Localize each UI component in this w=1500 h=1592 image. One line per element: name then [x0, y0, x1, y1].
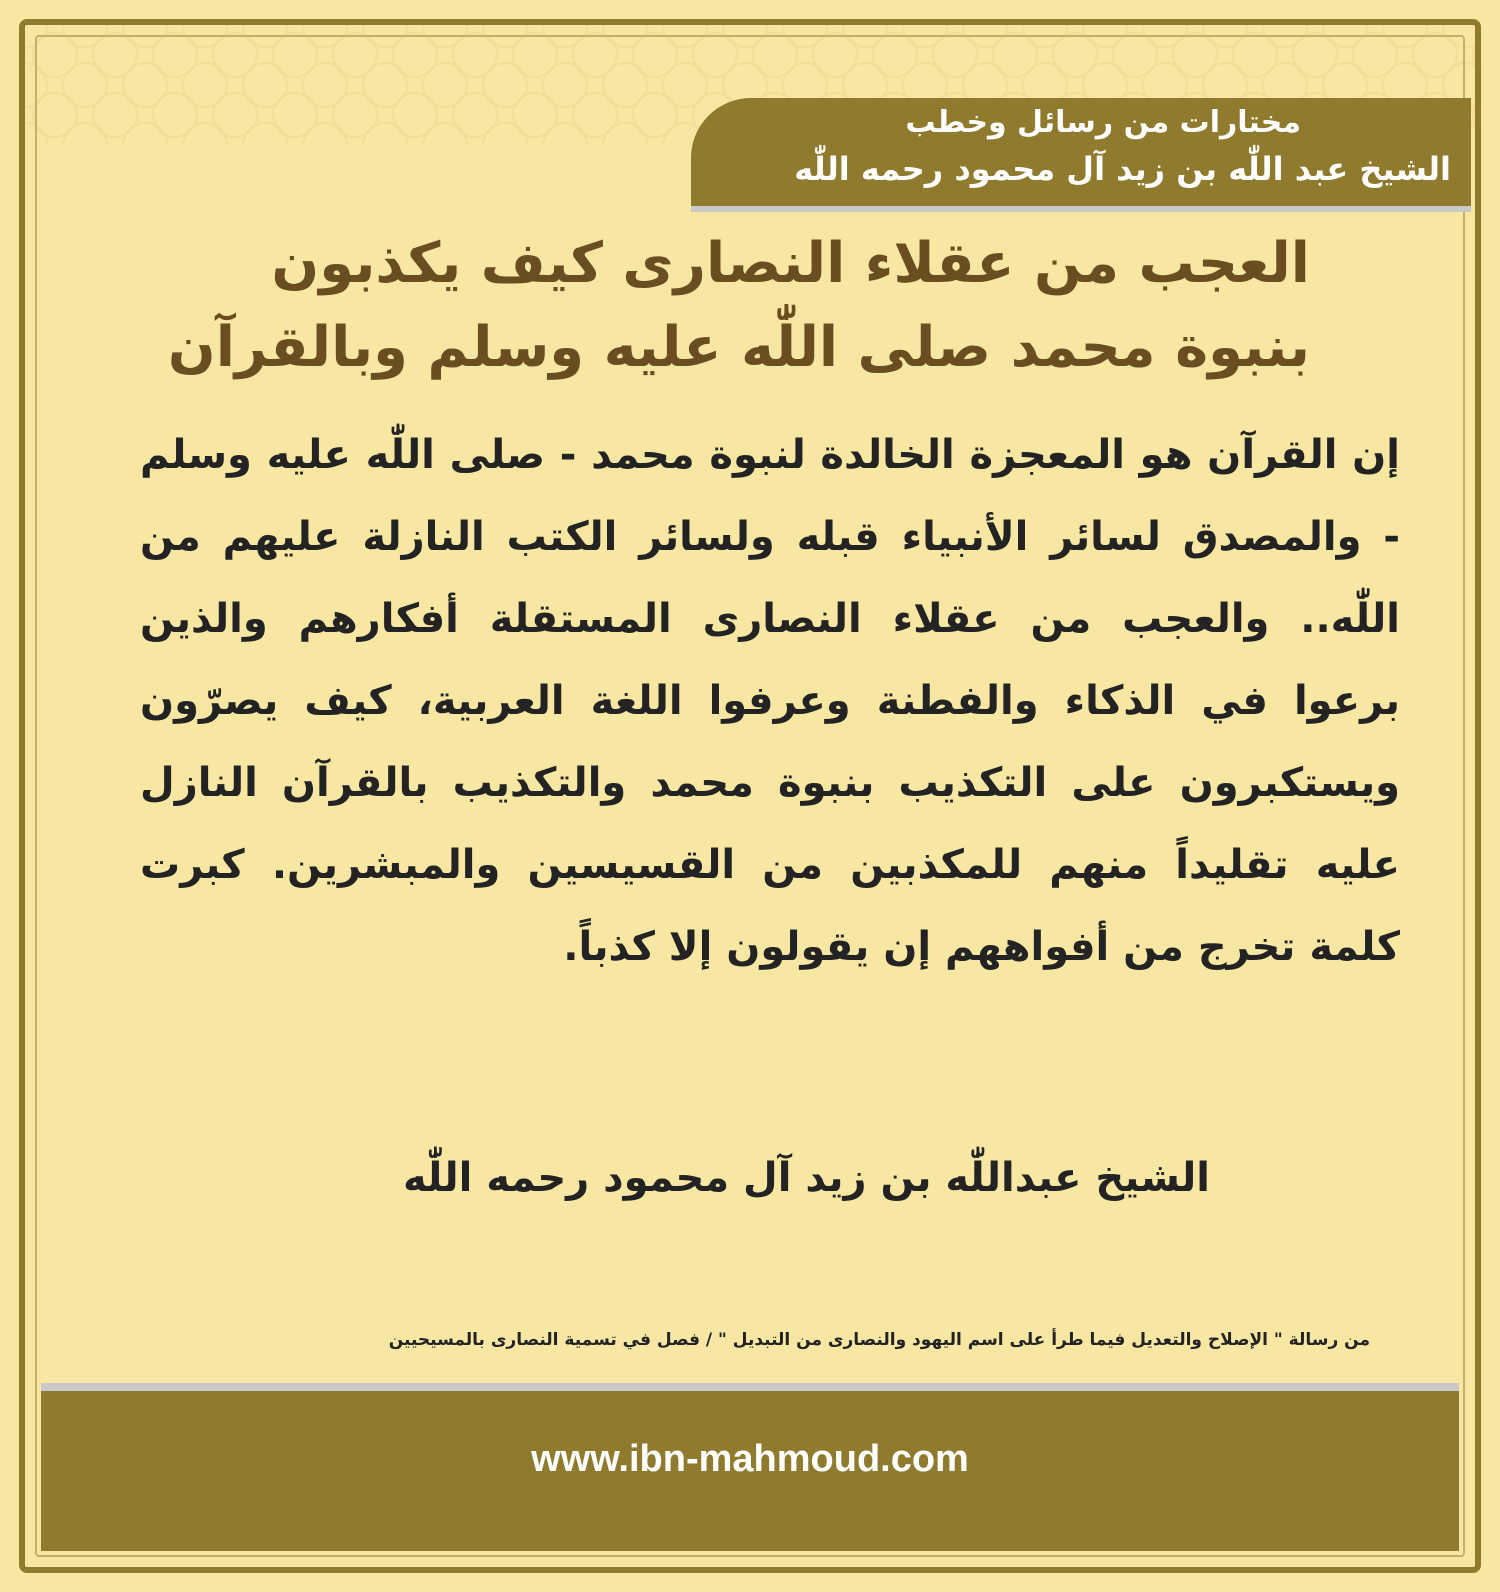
header-ribbon — [691, 98, 1471, 206]
quote-body: إن القرآن هو المعجزة الخالدة لنبوة محمد - صلى اللّٰه عليه وسلم - والمصدق لسائر الأنبياء قبله ولسائر الكتب النازلة عليهم من اللّٰه.. والعجب من عقلاء النصارى المستقلة أفكارهم والذين برعوا في الذكاء والفطنة وعرفوا اللغة العربية، كيف يصرّون ويستكبرون على التكذيب بنبوة محمد والتكذيب بالقرآن النازل عليه تقليداً منهم للمكذبين من القسيسين والمبشرين. كبرت كلمة تخرج من أفواههم إن يقولون إلا كذباً. — [140, 432, 1400, 970]
footer-bar — [41, 1383, 1459, 1551]
header-line-2: الشيخ عبد اللّٰه بن زيد آل محمود رحمه اللّٰه — [794, 150, 1451, 188]
title-line-1: العجب من عقلاء النصارى كيف يكذبون — [271, 231, 1310, 296]
author-signature: الشيخ عبداللّٰه بن زيد آل محمود رحمه اللّٰه — [403, 1155, 1210, 1201]
header-line-1: مختارات من رسائل وخطب — [905, 105, 1301, 140]
website-url: www.ibn-mahmoud.com — [531, 1438, 969, 1480]
title-line-2: بنبوة محمد صلى اللّٰه عليه وسلم وبالقرآن — [167, 315, 1310, 380]
source-citation: من رسالة " الإصلاح والتعديل فيما طرأ على اسم اليهود والنصارى من التبديل " / فصل في تسمية النصارى بالمسيحيين — [388, 1330, 1370, 1350]
page-title — [140, 222, 1310, 390]
